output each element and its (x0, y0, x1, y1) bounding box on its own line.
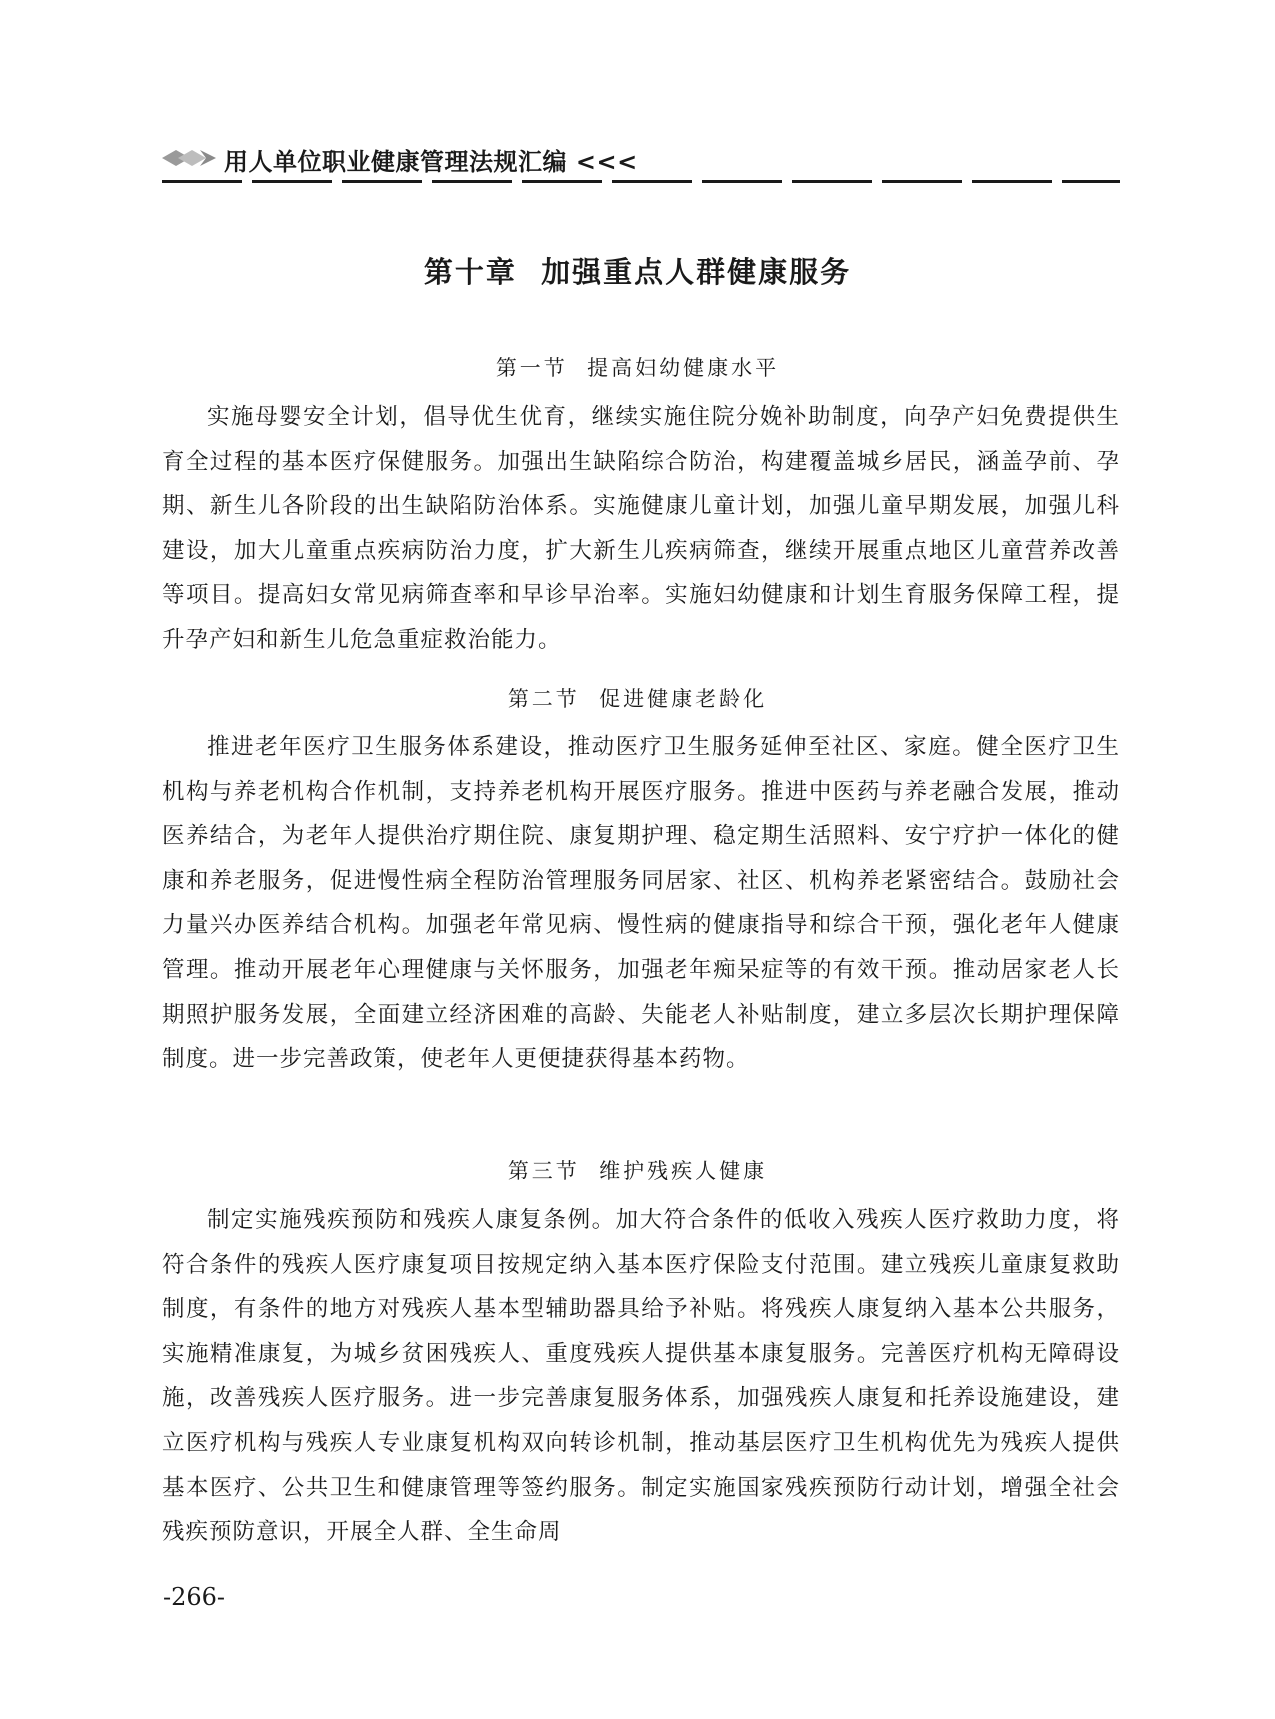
book-title: 用人单位职业健康管理法规汇编 <<< (224, 148, 638, 176)
page-number: -266- (163, 1583, 226, 1611)
running-header (162, 140, 1120, 180)
section-title-3: 第三节 维护残疾人健康 (507, 1159, 768, 1183)
header-divider (162, 180, 1120, 183)
section-title-2: 第二节 促进健康老龄化 (507, 687, 768, 711)
double-diamond-logo-icon (162, 146, 218, 170)
section-paragraph-2: 推进老年医疗卫生服务体系建设，推动医疗卫生服务延伸至社区、家庭。健全医疗卫生机构与养老机构合作机制，支持养老机构开展医疗服务。推进中医药与养老融合发展，推动医养结合，为老年人提供治疗期住院、康复期护理、稳定期生活照料、安宁疗护一体化的健康和养老服务，促进慢性病全程防治管理服务同居家、社区、机构养老紧密结合。鼓励社会力量兴办医养结合机构。加强老年常见病、慢性病的健康指导和综合干预，强化老年人健康管理。推动开展老年心理健康与关怀服务，加强老年痴呆症等的有效干预。推动居家老人长期照护服务发展，全面建立经济困难的高龄、失能老人补贴制度，建立多层次长期护理保障制度。进一步完善政策，使老年人更便捷获得基本药物。 (162, 734, 1120, 1073)
chapter-title: 第十章 加强重点人群健康服务 (423, 255, 852, 289)
section-paragraph-1: 实施母婴安全计划，倡导优生优育，继续实施住院分娩补助制度，向孕产妇免费提供生育全过程的基本医疗保健服务。加强出生缺陷综合防治，构建覆盖城乡居民，涵盖孕前、孕期、新生儿各阶段的出生缺陷防治体系。实施健康儿童计划，加强儿童早期发展，加强儿科建设，加大儿童重点疾病防治力度，扩大新生儿疾病筛查，继续开展重点地区儿童营养改善等项目。提高妇女常见病筛查率和早诊早治率。实施妇幼健康和计划生育服务保障工程，提升孕产妇和新生儿危急重症救治能力。 (162, 404, 1120, 653)
section-title-1: 第一节 提高妇幼健康水平 (495, 356, 780, 380)
section-paragraph-3: 制定实施残疾预防和残疾人康复条例。加大符合条件的低收入残疾人医疗救助力度，将符合条件的残疾人医疗康复项目按规定纳入基本医疗保险支付范围。建立残疾儿童康复救助制度，有条件的地方对残疾人基本型辅助器具给予补贴。将残疾人康复纳入基本公共服务，实施精准康复，为城乡贫困残疾人、重度残疾人提供基本康复服务。完善医疗机构无障碍设施，改善残疾人医疗服务。进一步完善康复服务体系，加强残疾人康复和托养设施建设，建立医疗机构与残疾人专业康复机构双向转诊机制，推动基层医疗卫生机构优先为残疾人提供基本医疗、公共卫生和健康管理等签约服务。制定实施国家残疾预防行动计划，增强全社会残疾预防意识，开展全人群、全生命周 (162, 1207, 1120, 1546)
